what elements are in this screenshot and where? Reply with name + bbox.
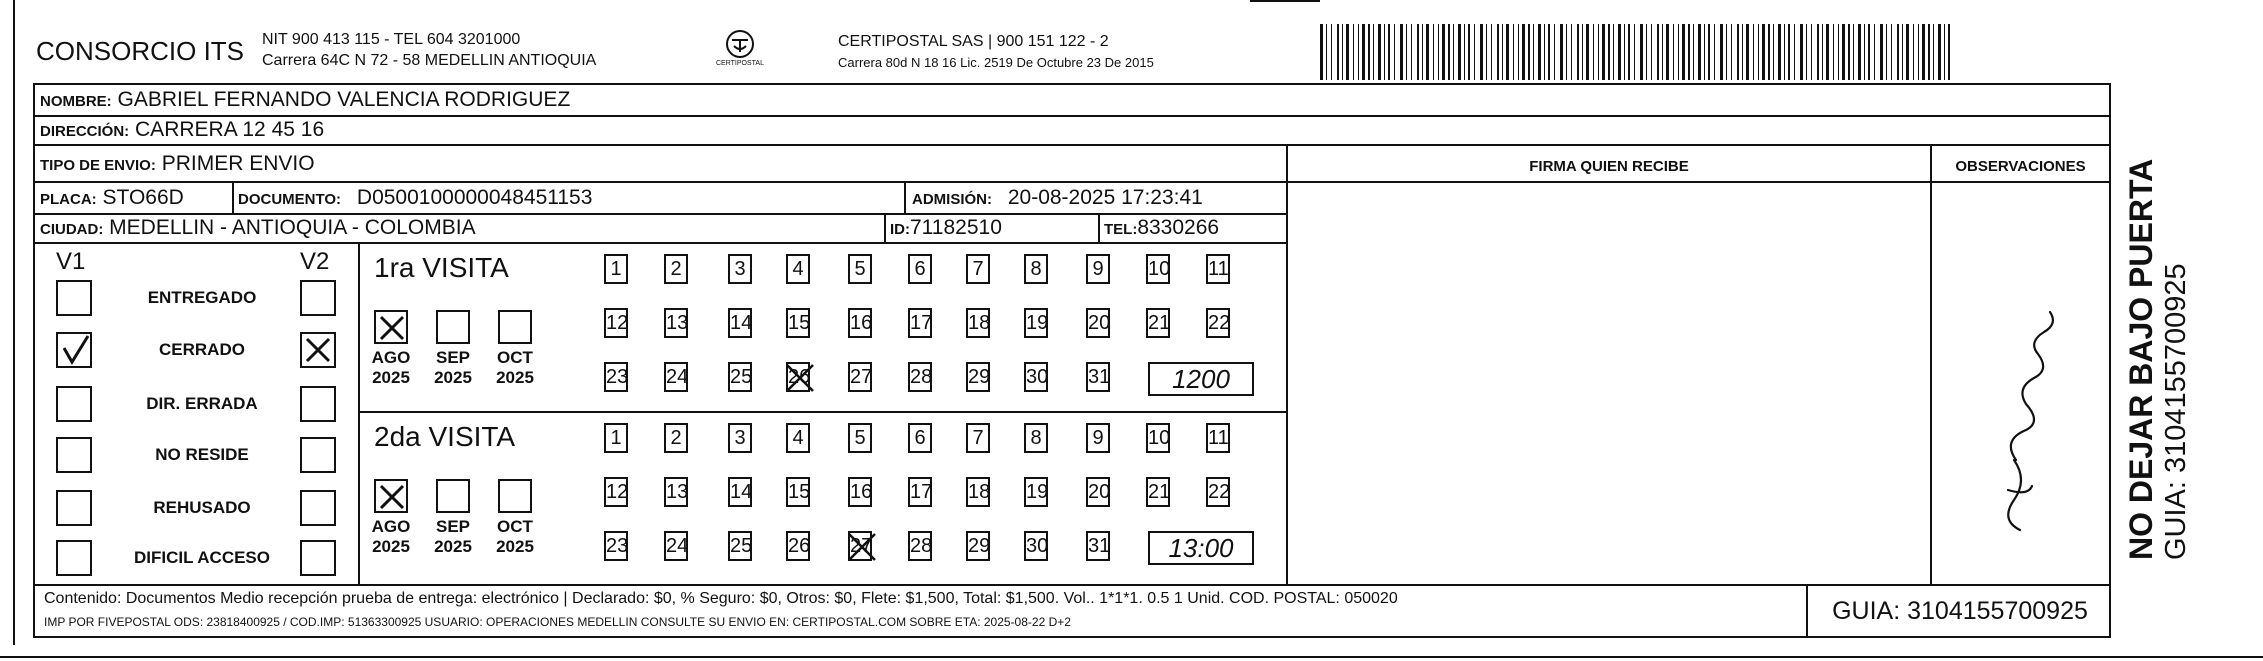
col-line-firma	[1286, 144, 1288, 586]
barcode-bar	[1497, 24, 1499, 80]
day-box[interactable]: 10	[1146, 254, 1170, 284]
barcode-bar	[1613, 24, 1614, 80]
v2-checkbox[interactable]	[300, 280, 336, 316]
barcode-bar	[1928, 24, 1930, 80]
day-box[interactable]: 21	[1146, 308, 1170, 338]
day-box[interactable]: 1	[604, 423, 628, 453]
side-notice	[2122, 100, 2192, 560]
day-box[interactable]: 9	[1086, 423, 1110, 453]
ciudad-label: CIUDAD:	[40, 221, 104, 238]
day-box[interactable]: 15	[786, 308, 810, 338]
day-box[interactable]: 6	[908, 423, 932, 453]
barcode-bar	[1593, 24, 1594, 80]
barcode-bar	[1628, 24, 1630, 80]
month-label	[431, 517, 475, 557]
day-box[interactable]: 19	[1024, 308, 1048, 338]
barcode-bar	[1458, 24, 1461, 80]
barcode-bar	[1688, 24, 1690, 80]
barcode-bar	[1358, 24, 1359, 80]
day-box[interactable]: 22	[1206, 477, 1230, 507]
tel-field	[1104, 216, 1219, 240]
barcode-bar	[1794, 24, 1795, 80]
barcode-bar	[1342, 24, 1343, 80]
barcode-bar	[1826, 24, 1829, 80]
month-checkbox[interactable]	[436, 310, 470, 344]
barcode-bar	[1560, 24, 1563, 80]
day-box[interactable]: 27	[848, 531, 872, 561]
day-box[interactable]: 14	[728, 477, 752, 507]
v2-checkbox[interactable]	[300, 386, 336, 422]
barcode-bar	[1394, 24, 1395, 80]
admision-value: 20-08-2025 17:23:41	[1007, 186, 1203, 209]
tipo-field	[40, 152, 315, 176]
col-line-obs	[1930, 144, 1932, 586]
v2-checkbox[interactable]	[300, 490, 336, 526]
barcode-bar	[1858, 24, 1861, 80]
month-label	[493, 517, 537, 557]
status-label: ENTREGADO	[147, 288, 257, 307]
day-box[interactable]: 16	[848, 477, 872, 507]
barcode-bar	[1784, 24, 1785, 80]
barcode-bar	[1548, 24, 1550, 80]
barcode-bar	[1933, 24, 1934, 80]
day-box[interactable]: 17	[908, 477, 932, 507]
footer-guia: GUIA: 3104155700925	[1832, 597, 2088, 625]
barcode-bar	[1944, 24, 1945, 80]
barcode-bar	[1618, 24, 1621, 80]
barcode-bar	[1468, 24, 1470, 80]
firma-header: FIRMA QUIEN RECIBE	[1529, 158, 1689, 175]
recipient-signature	[1950, 290, 2090, 550]
tel-label: TEL:	[1104, 221, 1138, 238]
barcode-bar	[1406, 24, 1407, 80]
barcode-bar	[1353, 24, 1354, 80]
barcode-bar	[1518, 24, 1519, 80]
courier-license: Carrera 80d N 18 16 Lic. 2519 De Octubre 23 De 2015	[838, 55, 1154, 70]
day-box[interactable]: 15	[786, 477, 810, 507]
day-box[interactable]: 24	[664, 362, 688, 392]
month-label	[369, 517, 413, 557]
barcode-bar	[1411, 24, 1412, 80]
month-year: 2025	[434, 537, 472, 556]
day-box[interactable]: 7	[966, 254, 990, 284]
company-address: Carrera 64C N 72 - 58 MEDELLIN ANTIOQUIA	[262, 52, 597, 69]
status-label: DIR. ERRADA	[146, 394, 258, 413]
barcode-bar	[1634, 24, 1635, 80]
col-line	[884, 213, 886, 242]
barcode-bar	[1554, 24, 1555, 80]
tel-value: 8330266	[1137, 216, 1220, 239]
barcode-bar	[1833, 24, 1834, 80]
day-box[interactable]: 1	[604, 254, 628, 284]
barcode-bar	[1448, 24, 1450, 80]
barcode-bar	[1657, 24, 1659, 80]
barcode-bar	[1838, 24, 1839, 80]
day-box[interactable]: 16	[848, 308, 872, 338]
barcode-bar	[1598, 24, 1599, 80]
day-mark-x	[784, 362, 816, 402]
row-line	[33, 115, 2111, 117]
col-line	[1806, 584, 1808, 638]
barcode-bar	[1864, 24, 1865, 80]
visit-time-box[interactable]: 1200	[1148, 362, 1254, 396]
barcode-bar	[1326, 24, 1327, 80]
day-box[interactable]: 30	[1024, 531, 1048, 561]
day-mark-x	[846, 531, 878, 571]
status-label: NO RESIDE	[155, 445, 249, 464]
barcode-bar	[1853, 24, 1854, 80]
day-box[interactable]: 26	[786, 531, 810, 561]
barcode-bar	[1714, 24, 1715, 80]
barcode-bar	[1388, 24, 1390, 80]
v1-checkbox[interactable]	[56, 386, 92, 422]
id-label: ID:	[890, 221, 910, 238]
barcode-bar	[1948, 24, 1950, 80]
day-box[interactable]: 8	[1024, 254, 1048, 284]
day-box[interactable]: 12	[604, 477, 628, 507]
visit-title: 2da VISITA	[374, 421, 516, 452]
placa-label: PLACA:	[40, 191, 97, 208]
barcode-bar	[1868, 24, 1870, 80]
placa-value: STO66D	[102, 186, 184, 209]
month-name: SEP	[435, 348, 471, 367]
barcode-bar	[1602, 24, 1605, 80]
day-box[interactable]: 20	[1086, 308, 1110, 338]
nombre-field	[40, 88, 570, 112]
barcode-bar	[1433, 24, 1434, 80]
day-box[interactable]: 14	[728, 308, 752, 338]
month-label	[493, 348, 537, 388]
v1-checkbox[interactable]	[56, 490, 92, 526]
col-line	[904, 181, 906, 213]
day-box[interactable]: 4	[786, 254, 810, 284]
nombre-label: NOMBRE:	[40, 93, 112, 110]
day-box[interactable]: 6	[908, 254, 932, 284]
barcode-bar	[1897, 24, 1899, 80]
placa-field	[40, 186, 184, 210]
bottom-border	[0, 656, 2263, 658]
day-box[interactable]: 13	[664, 477, 688, 507]
direccion-field	[40, 118, 324, 142]
barcode-bar	[1320, 24, 1323, 80]
barcode-bar	[1571, 24, 1572, 80]
barcode-bar	[1544, 24, 1545, 80]
day-box[interactable]: 26	[786, 362, 810, 392]
col-line	[358, 242, 360, 586]
barcode-bar	[1698, 24, 1701, 80]
barcode-bar	[1464, 24, 1465, 80]
barcode-bar	[1666, 24, 1669, 80]
row-line	[33, 181, 1286, 183]
barcode-bar	[1373, 24, 1374, 80]
barcode-bar	[1491, 24, 1492, 80]
barcode-bar	[1906, 24, 1909, 80]
barcode-bar	[1742, 24, 1743, 80]
barcode-bar	[1891, 24, 1892, 80]
barcode-bar	[1586, 24, 1589, 80]
barcode-bar	[1646, 24, 1647, 80]
barcode-bar	[1346, 24, 1349, 80]
row-line	[1286, 181, 2111, 183]
barcode-bar	[1673, 24, 1674, 80]
barcode-bar	[1506, 24, 1509, 80]
barcode-bar	[1608, 24, 1610, 80]
col-line	[1098, 213, 1100, 242]
day-box[interactable]: 5	[848, 423, 872, 453]
company-name: CONSORCIO ITS	[36, 36, 245, 66]
barcode-bar	[1331, 24, 1332, 80]
v2-header: V2	[300, 248, 330, 275]
barcode-bar	[1848, 24, 1850, 80]
day-box[interactable]: 21	[1146, 477, 1170, 507]
barcode-bar	[1682, 24, 1685, 80]
month-checkbox[interactable]	[374, 479, 408, 513]
barcode-bar	[1522, 24, 1525, 80]
barcode-bar	[1886, 24, 1887, 80]
direccion-value: CARRERA 12 45 16	[135, 118, 325, 141]
day-box[interactable]: 17	[908, 308, 932, 338]
row-line	[33, 242, 1286, 244]
barcode-bar	[1538, 24, 1541, 80]
day-box[interactable]: 23	[604, 362, 628, 392]
month-year: 2025	[372, 368, 410, 387]
month-checkbox[interactable]	[436, 479, 470, 513]
barcode	[1320, 24, 1956, 80]
month-name: SEP	[435, 517, 471, 536]
barcode-bar	[1417, 24, 1419, 80]
status-label: CERRADO	[159, 340, 245, 359]
barcode-bar	[1758, 24, 1759, 80]
id-value: 71182510	[910, 216, 1002, 239]
barcode-bar	[1817, 24, 1819, 80]
month-year: 2025	[496, 537, 534, 556]
day-box[interactable]: 2	[664, 254, 688, 284]
company-nit: NIT 900 413 115 - TEL 604 3201000	[262, 31, 521, 48]
barcode-bar	[1528, 24, 1530, 80]
status-label: DIFICIL ACCESO	[133, 548, 270, 567]
month-year: 2025	[372, 537, 410, 556]
month-name: AGO	[371, 517, 411, 536]
barcode-bar	[1577, 24, 1579, 80]
barcode-bar	[1582, 24, 1583, 80]
month-label	[431, 348, 475, 388]
barcode-bar	[1426, 24, 1429, 80]
barcode-bar	[1533, 24, 1534, 80]
barcode-bar	[1778, 24, 1781, 80]
day-box[interactable]: 11	[1206, 423, 1230, 453]
status-label: REHUSADO	[153, 498, 251, 517]
day-box[interactable]: 28	[908, 362, 932, 392]
day-box[interactable]: 10	[1146, 423, 1170, 453]
direccion-label: DIRECCIÓN:	[40, 123, 130, 140]
day-box[interactable]: 23	[604, 531, 628, 561]
month-name: OCT	[497, 348, 533, 367]
barcode-bar	[1737, 24, 1739, 80]
observaciones-header: OBSERVACIONES	[1955, 158, 2086, 175]
day-box[interactable]: 22	[1206, 308, 1230, 338]
barcode-bar	[1811, 24, 1812, 80]
certipostal-logo	[712, 26, 768, 76]
month-checkbox[interactable]	[498, 310, 532, 344]
v2-checkbox[interactable]	[300, 437, 336, 473]
no-dejar-bajo-puerta: NO DEJAR BAJO PUERTA	[2123, 158, 2159, 560]
barcode-bar	[1368, 24, 1370, 80]
day-box[interactable]: 5	[848, 254, 872, 284]
barcode-bar	[1753, 24, 1754, 80]
day-box[interactable]: 13	[664, 308, 688, 338]
table-bottom	[33, 636, 2111, 638]
barcode-bar	[1513, 24, 1514, 80]
day-box[interactable]: 3	[728, 254, 752, 284]
day-box[interactable]: 27	[848, 362, 872, 392]
ciudad-field	[40, 216, 476, 240]
month-label	[369, 348, 413, 388]
barcode-bar	[1768, 24, 1770, 80]
table-top	[33, 83, 2111, 85]
row-line	[33, 144, 2111, 146]
month-year: 2025	[496, 368, 534, 387]
day-box[interactable]: 20	[1086, 477, 1110, 507]
barcode-bar	[1422, 24, 1423, 80]
day-box[interactable]: 12	[604, 308, 628, 338]
day-box[interactable]: 2	[664, 423, 688, 453]
visit-separator	[358, 411, 1288, 413]
documento-value: D0500100000048451153	[356, 186, 593, 209]
day-box[interactable]: 7	[966, 423, 990, 453]
month-checkbox[interactable]	[498, 479, 532, 513]
tipo-label: TIPO DE ENVIO:	[40, 157, 156, 174]
barcode-bar	[1486, 24, 1487, 80]
day-box[interactable]: 19	[1024, 477, 1048, 507]
day-box[interactable]: 18	[966, 477, 990, 507]
barcode-bar	[1773, 24, 1774, 80]
barcode-bar	[1913, 24, 1914, 80]
barcode-bar	[1842, 24, 1845, 80]
barcode-bar	[1693, 24, 1694, 80]
barcode-bar	[1624, 24, 1625, 80]
barcode-bar	[1480, 24, 1483, 80]
visit-time-box[interactable]: 13:00	[1148, 531, 1254, 565]
barcode-bar	[1902, 24, 1903, 80]
day-box[interactable]: 4	[786, 423, 810, 453]
table-left	[33, 83, 35, 638]
day-box[interactable]: 25	[728, 531, 752, 561]
day-box[interactable]: 29	[966, 362, 990, 392]
day-box[interactable]: 24	[664, 531, 688, 561]
admision-label: ADMISIÓN:	[912, 191, 992, 208]
nombre-value: GABRIEL FERNANDO VALENCIA RODRIGUEZ	[117, 88, 571, 111]
barcode-bar	[1337, 24, 1339, 80]
month-name: AGO	[371, 348, 411, 367]
barcode-bar	[1938, 24, 1941, 80]
day-box[interactable]: 3	[728, 423, 752, 453]
courier-name: CERTIPOSTAL SAS | 900 151 122 - 2	[838, 33, 1109, 50]
day-box[interactable]: 30	[1024, 362, 1048, 392]
day-box[interactable]: 28	[908, 531, 932, 561]
admision-field	[912, 186, 1203, 210]
left-border	[13, 0, 15, 645]
top-tick	[1250, 0, 1320, 2]
v1-checkbox[interactable]	[56, 437, 92, 473]
v2-checkbox[interactable]	[300, 540, 336, 576]
barcode-bar	[1788, 24, 1790, 80]
barcode-bar	[1918, 24, 1919, 80]
barcode-bar	[1651, 24, 1652, 80]
v1-header: V1	[56, 248, 86, 275]
documento-label: DOCUMENTO:	[238, 191, 342, 208]
barcode-bar	[1438, 24, 1439, 80]
day-box[interactable]: 31	[1086, 531, 1110, 561]
barcode-bar	[1640, 24, 1643, 80]
day-box[interactable]: 25	[728, 362, 752, 392]
barcode-bar	[1474, 24, 1475, 80]
barcode-bar	[1442, 24, 1445, 80]
v1-checkbox[interactable]	[56, 540, 92, 576]
imp-text: IMP POR FIVEPOSTAL ODS: 23818400925 / COD.IMP: 51363300925 USUARIO: OPERACIONES MEDELLIN CONSULTE SU ENVIO EN: CERTIPOSTAL.COM SOBRE ETA: 2025-08-22 D+2	[44, 615, 1071, 629]
barcode-bar	[1746, 24, 1749, 80]
barcode-bar	[1502, 24, 1503, 80]
day-box[interactable]: 11	[1206, 254, 1230, 284]
v2-checkbox[interactable]	[300, 332, 336, 368]
barcode-bar	[1378, 24, 1381, 80]
barcode-bar	[1720, 24, 1723, 80]
table-bottom-main	[33, 584, 2111, 586]
barcode-bar	[1731, 24, 1732, 80]
barcode-bar	[1384, 24, 1385, 80]
v1-checkbox[interactable]	[56, 332, 92, 368]
barcode-bar	[1453, 24, 1454, 80]
logo-caption: CERTIPOSTAL	[716, 60, 764, 67]
barcode-bar	[1922, 24, 1925, 80]
month-year: 2025	[434, 368, 472, 387]
contenido-text: Contenido: Documentos Medio recepción prueba de entrega: electrónico | Declarado: $0, % Seguro: $0, Otros: $0, Flete: $1,500, Total: $1,500. Vol.. 1*1*1. 0.5 1 Unid. COD. POSTAL: 050020	[44, 590, 1398, 607]
barcode-bar	[1800, 24, 1803, 80]
barcode-bar	[1874, 24, 1875, 80]
barcode-bar	[1566, 24, 1567, 80]
day-box[interactable]: 18	[966, 308, 990, 338]
side-guia: GUIA: 3104155700925	[2160, 263, 2192, 560]
day-box[interactable]: 9	[1086, 254, 1110, 284]
documento-field	[238, 186, 592, 210]
day-box[interactable]: 29	[966, 531, 990, 561]
month-name: OCT	[497, 517, 533, 536]
barcode-bar	[1806, 24, 1807, 80]
barcode-bar	[1362, 24, 1365, 80]
barcode-bar	[1726, 24, 1727, 80]
visit-title: 1ra VISITA	[374, 252, 509, 283]
barcode-bar	[1400, 24, 1403, 80]
col-line	[232, 181, 234, 213]
ciudad-value: MEDELLIN - ANTIOQUIA - COLOMBIA	[109, 216, 476, 239]
barcode-bar	[1708, 24, 1710, 80]
tipo-value: PRIMER ENVIO	[161, 152, 315, 175]
barcode-bar	[1678, 24, 1679, 80]
barcode-bar	[1704, 24, 1705, 80]
barcode-bar	[1662, 24, 1663, 80]
barcode-bar	[1822, 24, 1823, 80]
id-field	[890, 216, 1002, 240]
barcode-bar	[1762, 24, 1765, 80]
v1-checkbox[interactable]	[56, 280, 92, 316]
day-box[interactable]: 8	[1024, 423, 1048, 453]
day-box[interactable]: 31	[1086, 362, 1110, 392]
barcode-bar	[1880, 24, 1883, 80]
table-right	[2109, 83, 2111, 638]
month-checkbox[interactable]	[374, 310, 408, 344]
